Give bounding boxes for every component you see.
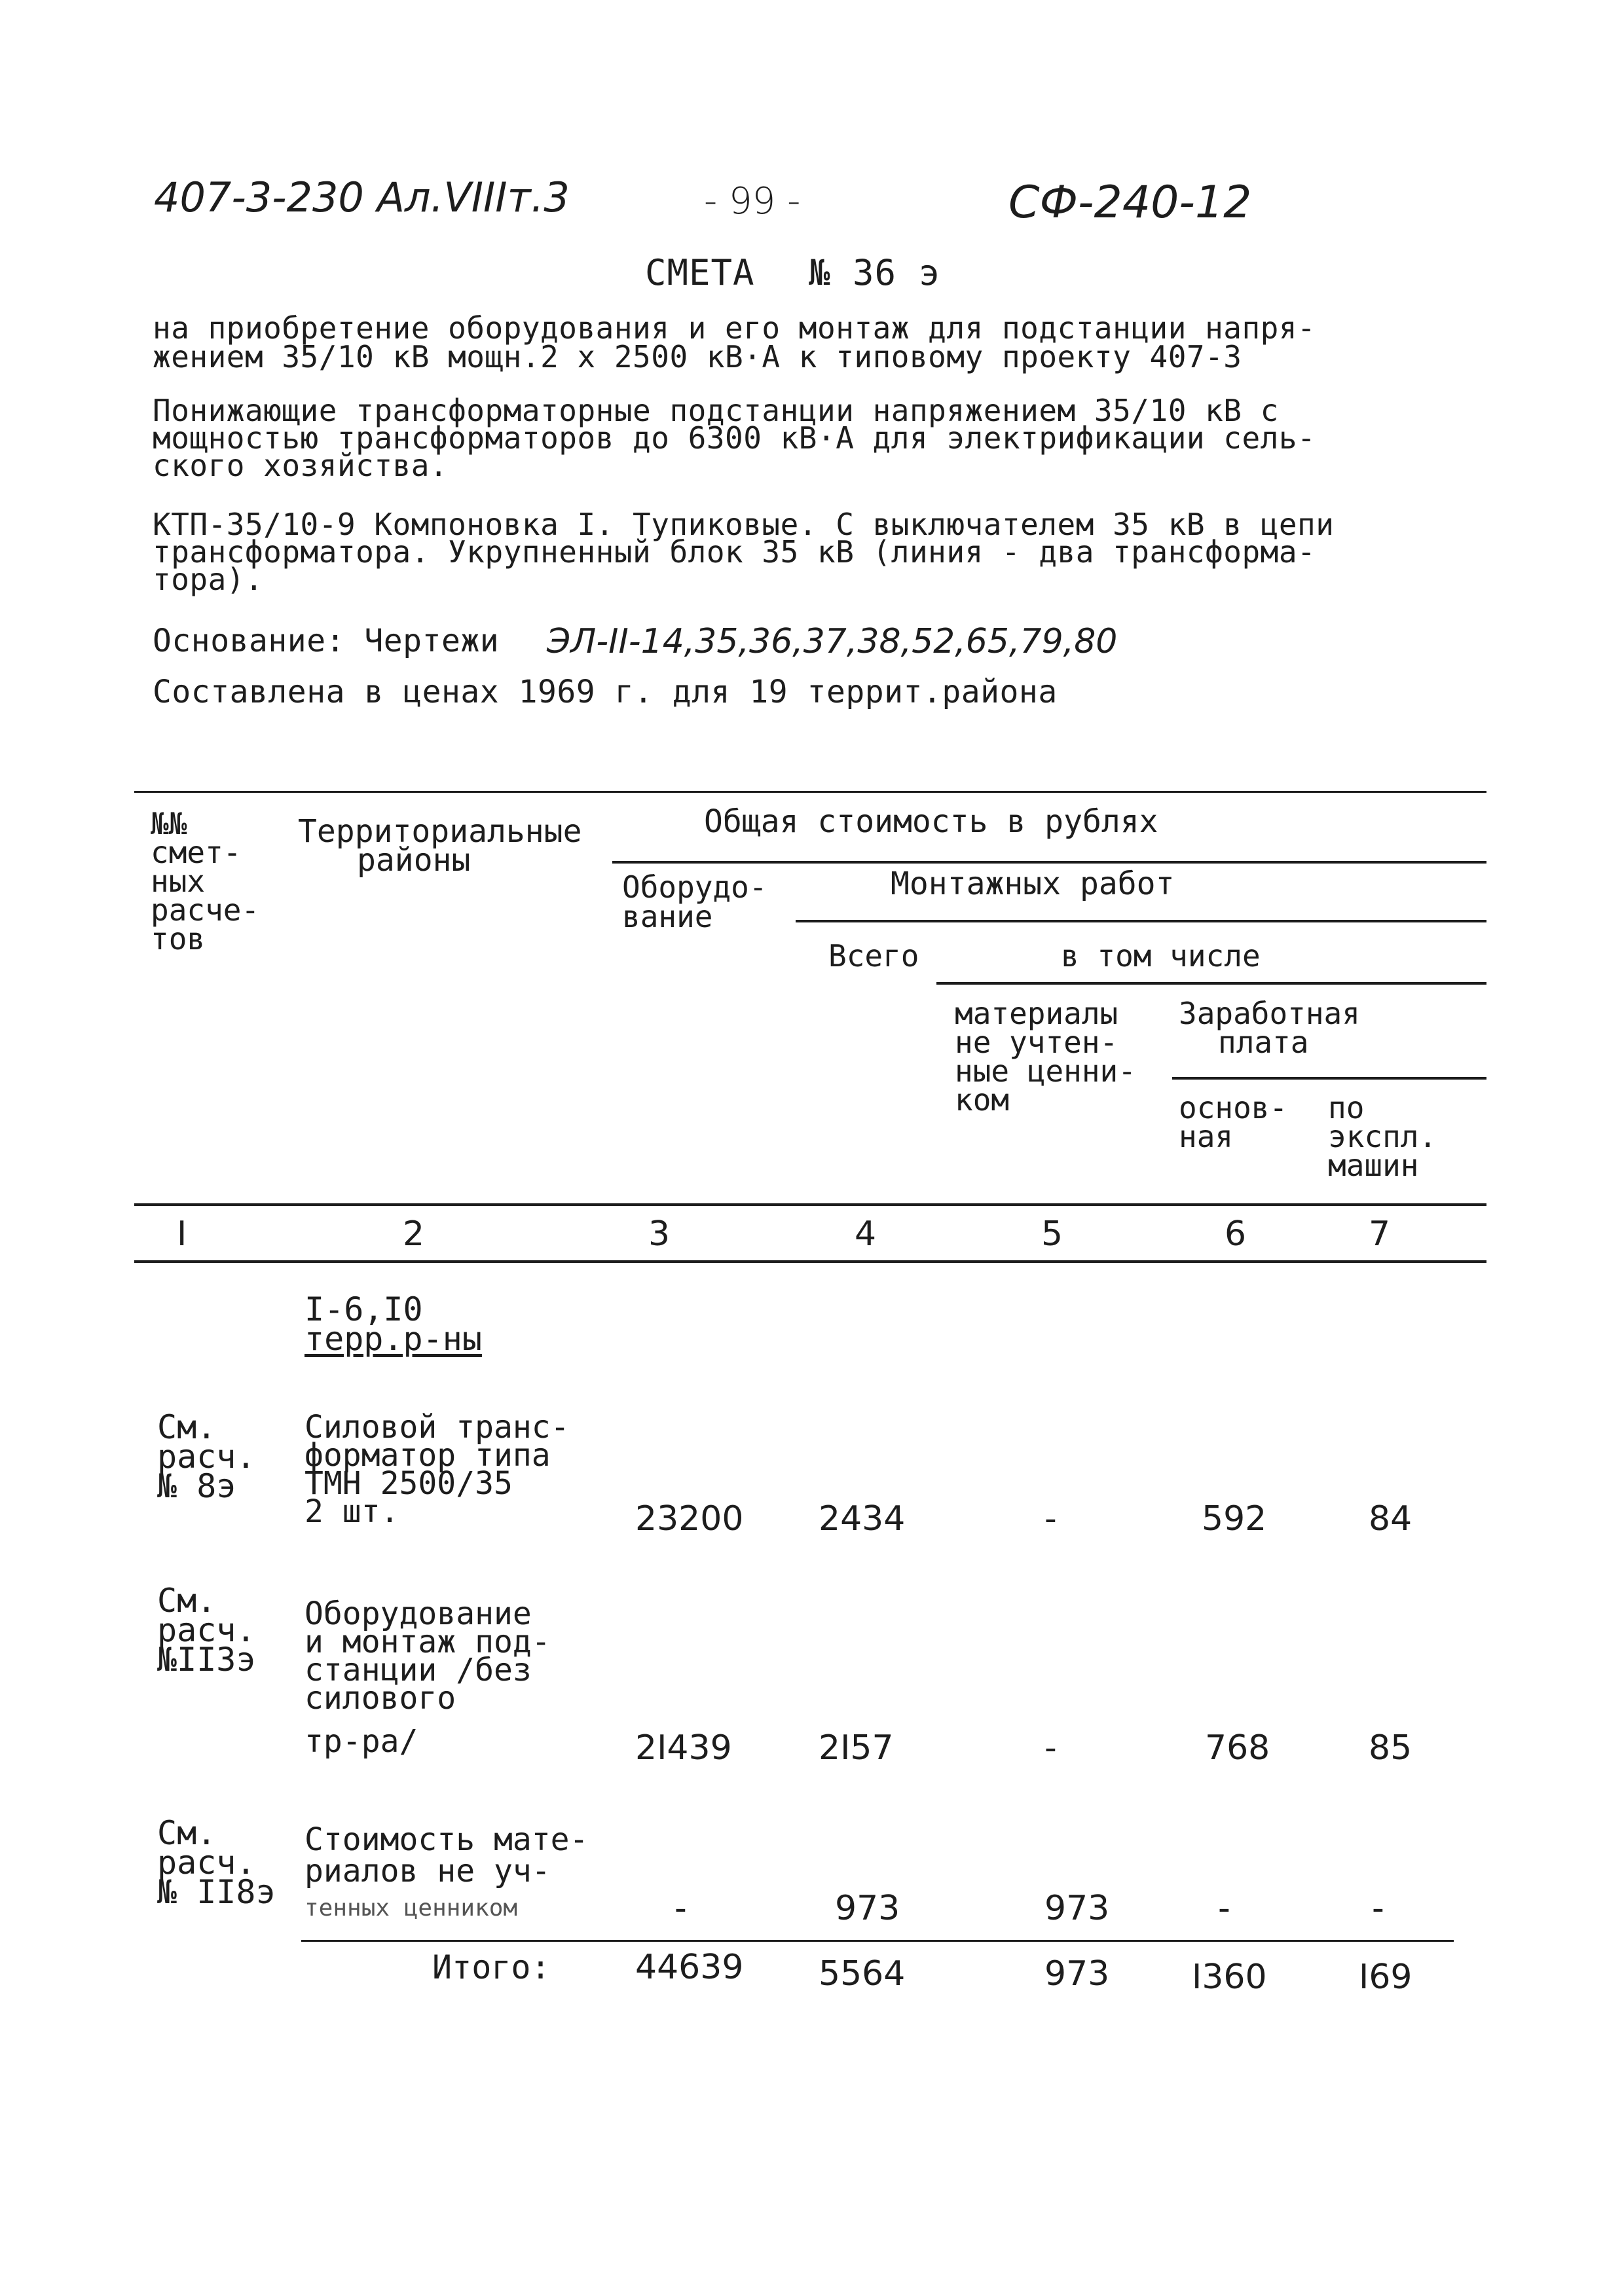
row1-total: 2434: [819, 1499, 906, 1539]
row3-machines: -: [1372, 1889, 1384, 1928]
row3-ref-line1: См.: [157, 1814, 217, 1852]
row2-total: 2I57: [819, 1728, 894, 1768]
colnum-bottom-rule: [134, 1260, 1486, 1263]
row2-ref-line1: См.: [157, 1582, 217, 1620]
colnum-1: I: [177, 1214, 187, 1254]
hdr-materials-line4: ком: [955, 1082, 1010, 1118]
basis-label: Основание: Чертежи: [153, 623, 500, 659]
doc-code-right: СФ-240-12: [1008, 177, 1252, 228]
totals-rule: [301, 1940, 1454, 1942]
table-top-rule: [134, 791, 1486, 793]
row3-name-line1: Стоимость мате-: [304, 1821, 589, 1858]
purpose-line-1: на приобретение оборудования и его монтаж для подстанции напря-: [153, 310, 1316, 346]
row1-ref-line1: См.: [157, 1408, 217, 1446]
colnum-6: 6: [1225, 1214, 1247, 1254]
row2-name-line4: силового: [304, 1680, 456, 1717]
row1-name-line3: ТМН 2500/35: [304, 1465, 513, 1502]
hdr-equipment-line1: Оборудо-: [622, 869, 767, 905]
row2-name-line1: Оборудование: [304, 1595, 532, 1632]
row1-wages-basic: 592: [1202, 1499, 1267, 1539]
row2-name-line3: станции /без: [304, 1652, 532, 1688]
hdr-col1-line1: №№: [151, 806, 187, 841]
hdr-col2-line1: Территориальные: [298, 813, 582, 850]
ktp-line-3: тора).: [153, 562, 264, 597]
hdr-machines-line1: по: [1328, 1090, 1365, 1125]
hdr-total-cost: Общая стоимость в рублях: [704, 803, 1158, 840]
hdr-materials-line1: материалы: [955, 996, 1118, 1031]
row1-name-line1: Силовой транс-: [304, 1409, 570, 1446]
substations-line-3: ского хозяйства.: [153, 448, 449, 483]
row3-ref-line3: № II8э: [157, 1873, 276, 1911]
row1-ref-line3: № 8э: [157, 1467, 236, 1505]
totals-label: Итого:: [432, 1948, 551, 1986]
rule-under-installation: [796, 920, 1486, 922]
row2-equipment: 2I439: [635, 1728, 732, 1768]
page-number: - 99 -: [704, 180, 801, 223]
hdr-materials-line2: не учтен-: [955, 1025, 1118, 1060]
hdr-wages-line1: Заработная: [1179, 996, 1360, 1031]
hdr-machines-line3: машин: [1328, 1148, 1419, 1183]
hdr-col2-line2: районы: [357, 842, 471, 879]
ktp-line-2: трансформатора. Укрупненный блок 35 кВ (линия - два трансформа-: [153, 534, 1316, 570]
hdr-basic-line1: основ-: [1179, 1090, 1288, 1125]
row1-name-line2: форматор типа: [304, 1437, 551, 1474]
row1-machines: 84: [1369, 1499, 1412, 1539]
colnum-2: 2: [403, 1214, 425, 1254]
region-line-1: I-6,I0: [304, 1290, 423, 1328]
row2-ref-line2: расч.: [157, 1611, 256, 1649]
hdr-basic-line2: ная: [1179, 1119, 1234, 1154]
row2-materials: -: [1044, 1728, 1057, 1768]
row3-materials: 973: [1044, 1889, 1110, 1928]
ktp-line-1: КТП-35/10-9 Компоновка I. Тупиковые. С выключателем 35 кВ в цепи: [153, 507, 1335, 542]
colnum-5: 5: [1041, 1214, 1063, 1254]
hdr-materials-line3: ные ценни-: [955, 1053, 1136, 1089]
row3-total: 973: [835, 1889, 900, 1928]
row2-name-line5: тр-ра/: [304, 1723, 418, 1760]
totals-machines: I69: [1359, 1958, 1412, 1997]
hdr-wages-line2: плата: [1218, 1025, 1309, 1060]
totals-equipment: 44639: [635, 1948, 744, 1987]
region-line-2: терр.р-ны: [304, 1320, 482, 1358]
hdr-machines-line2: экспл.: [1328, 1119, 1437, 1154]
row2-wages-basic: 768: [1205, 1728, 1270, 1768]
row2-name-line2: и монтаж под-: [304, 1624, 551, 1660]
row2-ref-line3: №II3э: [157, 1641, 256, 1679]
totals-materials: 973: [1044, 1954, 1110, 1994]
row1-ref-line2: расч.: [157, 1438, 256, 1476]
hdr-equipment-line2: вание: [622, 899, 713, 934]
estimate-number: № 36 э: [809, 252, 941, 293]
hdr-total: Всего: [828, 938, 919, 974]
rule-under-including: [936, 982, 1486, 985]
totals-total: 5564: [819, 1954, 906, 1994]
row1-materials: -: [1044, 1499, 1057, 1539]
rule-under-total-cost: [612, 861, 1486, 864]
hdr-installation: Монтажных работ: [891, 866, 1175, 902]
purpose-line-2: жением 35/10 кВ мощн.2 х 2500 кВ·А к типовому проекту 407-3: [153, 339, 1242, 374]
header-bottom-rule: [134, 1203, 1486, 1206]
hdr-col1-line2: смет-: [151, 835, 242, 870]
row3-name-line2: риалов не уч-: [304, 1853, 551, 1889]
colnum-7: 7: [1369, 1214, 1391, 1254]
colnum-3: 3: [648, 1214, 671, 1254]
colnum-4: 4: [855, 1214, 877, 1254]
hdr-col1-line4: расче-: [151, 892, 260, 928]
hdr-col1-line3: ных: [151, 864, 206, 899]
prices-note: Составлена в ценах 1969 г. для 19 террит.района: [153, 674, 1058, 710]
substations-line-2: мощностью трансформаторов до 6300 кВ·А для электрификации сель-: [153, 420, 1316, 456]
row3-wages-basic: -: [1218, 1889, 1230, 1928]
row2-machines: 85: [1369, 1728, 1412, 1768]
row3-name-line3: тенных ценником: [304, 1895, 518, 1922]
substations-line-1: Понижающие трансформаторные подстанции напряжением 35/10 кВ с: [153, 393, 1279, 428]
doc-code-left: 407-3-230 Ал.VIIIт.3: [154, 173, 570, 221]
row1-name-line4: 2 шт.: [304, 1493, 399, 1530]
estimate-title: СМЕТА: [645, 252, 755, 293]
basis-drawings: ЭЛ-II-14,35,36,37,38,52,65,79,80: [547, 622, 1118, 661]
hdr-including: в том числе: [1061, 938, 1261, 974]
totals-wages-basic: I360: [1192, 1958, 1267, 1997]
rule-under-wages: [1172, 1077, 1486, 1080]
row3-ref-line2: расч.: [157, 1844, 256, 1882]
row3-equipment: -: [674, 1889, 687, 1928]
row1-equipment: 23200: [635, 1499, 744, 1539]
hdr-col1-line5: тов: [151, 921, 206, 957]
